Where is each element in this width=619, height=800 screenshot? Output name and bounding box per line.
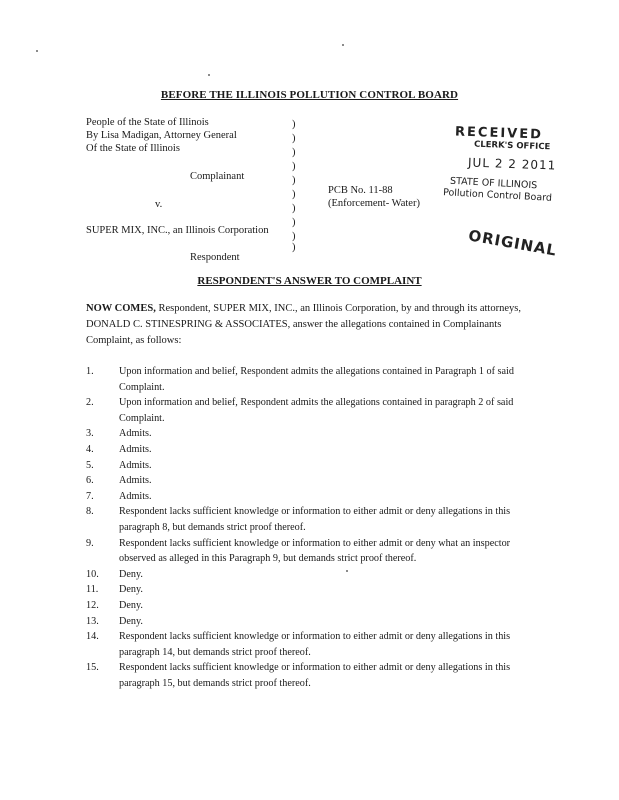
caption-paren: ) (292, 133, 296, 144)
answer-item-number: 6. (86, 475, 94, 487)
answer-item-number: 8. (86, 506, 94, 518)
answer-item (86, 395, 546, 426)
caption-paren: ) (292, 175, 296, 186)
answer-item (86, 536, 546, 567)
caption-paren: ) (292, 147, 296, 158)
answer-item-number: 7. (86, 490, 94, 502)
answer-item-text: Respondent lacks sufficient knowledge or information to either admit or deny allegations in this paragraph 15, but demands strict proof thereof. (119, 662, 511, 689)
answer-list (86, 364, 546, 691)
answer-item-number: 9. (86, 537, 94, 549)
answer-item-text: Upon information and belief, Respondent admits the allegations contained in paragraph 2 of said Complaint. (119, 397, 514, 424)
answer-item-text: Admits. (119, 459, 152, 471)
answer-item-text: Respondent lacks sufficient knowledge or information to either admit or deny what an inspector observed as alleged in this Paragraph 9, but demands strict proof thereof. (119, 537, 511, 565)
answer-item (86, 614, 546, 630)
versus-label: v. (155, 199, 163, 210)
answer-item-text: Upon information and belief, Respondent admits the allegations contained in Paragraph 1 of said Complaint. (119, 366, 514, 393)
answer-item-number: 5. (86, 459, 94, 471)
intro-paragraph (86, 301, 546, 349)
answer-item (86, 426, 546, 442)
caption-paren: ) (292, 189, 296, 200)
intro-lead: NOW COMES, (86, 303, 156, 314)
answer-item-number: 2. (86, 397, 94, 409)
answer-item-text: Deny. (119, 584, 143, 596)
answer-item-number: 1. (86, 366, 94, 377)
answer-item-number: 12. (86, 599, 99, 611)
received-stamp: RECEIVED (454, 124, 544, 143)
board-stamp: Pollution Control Board (442, 187, 553, 204)
answer-item-number: 14. (86, 631, 99, 643)
answer-item-number: 13. (86, 615, 99, 627)
answer-item-text: Deny. (119, 568, 143, 580)
original-stamp: ORIGINAL (467, 226, 559, 260)
answer-item (86, 582, 546, 598)
answer-item-number: 10. (86, 568, 99, 580)
caption-paren: ) (292, 231, 296, 242)
answer-item (86, 364, 546, 395)
document-title: BEFORE THE ILLINOIS POLLUTION CONTROL BOARD (160, 89, 459, 101)
answer-item (86, 504, 546, 535)
scan-speck (208, 74, 210, 76)
respondent-label: Respondent (190, 252, 240, 263)
caption-paren: ) (292, 217, 296, 228)
answer-item (86, 567, 546, 583)
answer-item (86, 660, 546, 691)
answer-item-number: 15. (86, 662, 99, 674)
case-type: (Enforcement- Water) (328, 198, 420, 209)
answer-item-number: 4. (86, 443, 94, 455)
caption-paren: ) (292, 203, 296, 214)
answer-item (86, 629, 546, 660)
received-date-stamp: JUL 2 2 2011 (467, 155, 557, 173)
answer-item (86, 598, 546, 614)
answer-item-text: Admits. (119, 475, 152, 487)
answer-item-text: Deny. (119, 599, 143, 611)
answer-item-text: Respondent lacks sufficient knowledge or information to either admit or deny allegations in this paragraph 8, but demands strict proof thereof. (119, 506, 511, 533)
answer-item-number: 3. (86, 428, 94, 440)
scan-speck (342, 44, 344, 46)
caption-paren: ) (292, 119, 296, 130)
answer-item (86, 489, 546, 505)
answer-item-text: Admits. (119, 428, 152, 440)
plaintiff-line-2: By Lisa Madigan, Attorney General (86, 130, 237, 141)
plaintiff-line-1: People of the State of Illinois (86, 117, 209, 128)
plaintiff-line-3: Of the State of Illinois (86, 143, 180, 154)
answer-item-number: 11. (86, 584, 99, 596)
answer-item-text: Deny. (119, 615, 143, 627)
answer-item (86, 442, 546, 458)
answer-item-text: Admits. (119, 443, 152, 455)
answer-item-text: Respondent lacks sufficient knowledge or information to either admit or deny allegations in this paragraph 14, but demands strict proof thereof. (119, 631, 511, 658)
answer-item-text: Admits. (119, 490, 152, 502)
answer-item (86, 473, 546, 489)
answer-item (86, 458, 546, 474)
caption-paren: ) (292, 161, 296, 172)
caption-paren: ) (292, 242, 296, 253)
complainant-label: Complainant (190, 171, 245, 182)
case-number: PCB No. 11-88 (328, 185, 393, 196)
answer-heading: RESPONDENT'S ANSWER TO COMPLAINT (197, 275, 422, 287)
state-stamp: STATE OF ILLINOIS (449, 175, 538, 192)
clerks-office-stamp: CLERK'S OFFICE (473, 139, 551, 153)
intro-body: Respondent, SUPER MIX, INC., an Illinois Corporation, by and through its attorneys, DONALD C. STINESPRING & ASSOCIATES, answer the allegations contained in Complainants Complaint, as follows: (86, 303, 521, 346)
scan-speck (36, 50, 38, 52)
respondent-party: SUPER MIX, INC., an Illinois Corporation (86, 225, 269, 236)
